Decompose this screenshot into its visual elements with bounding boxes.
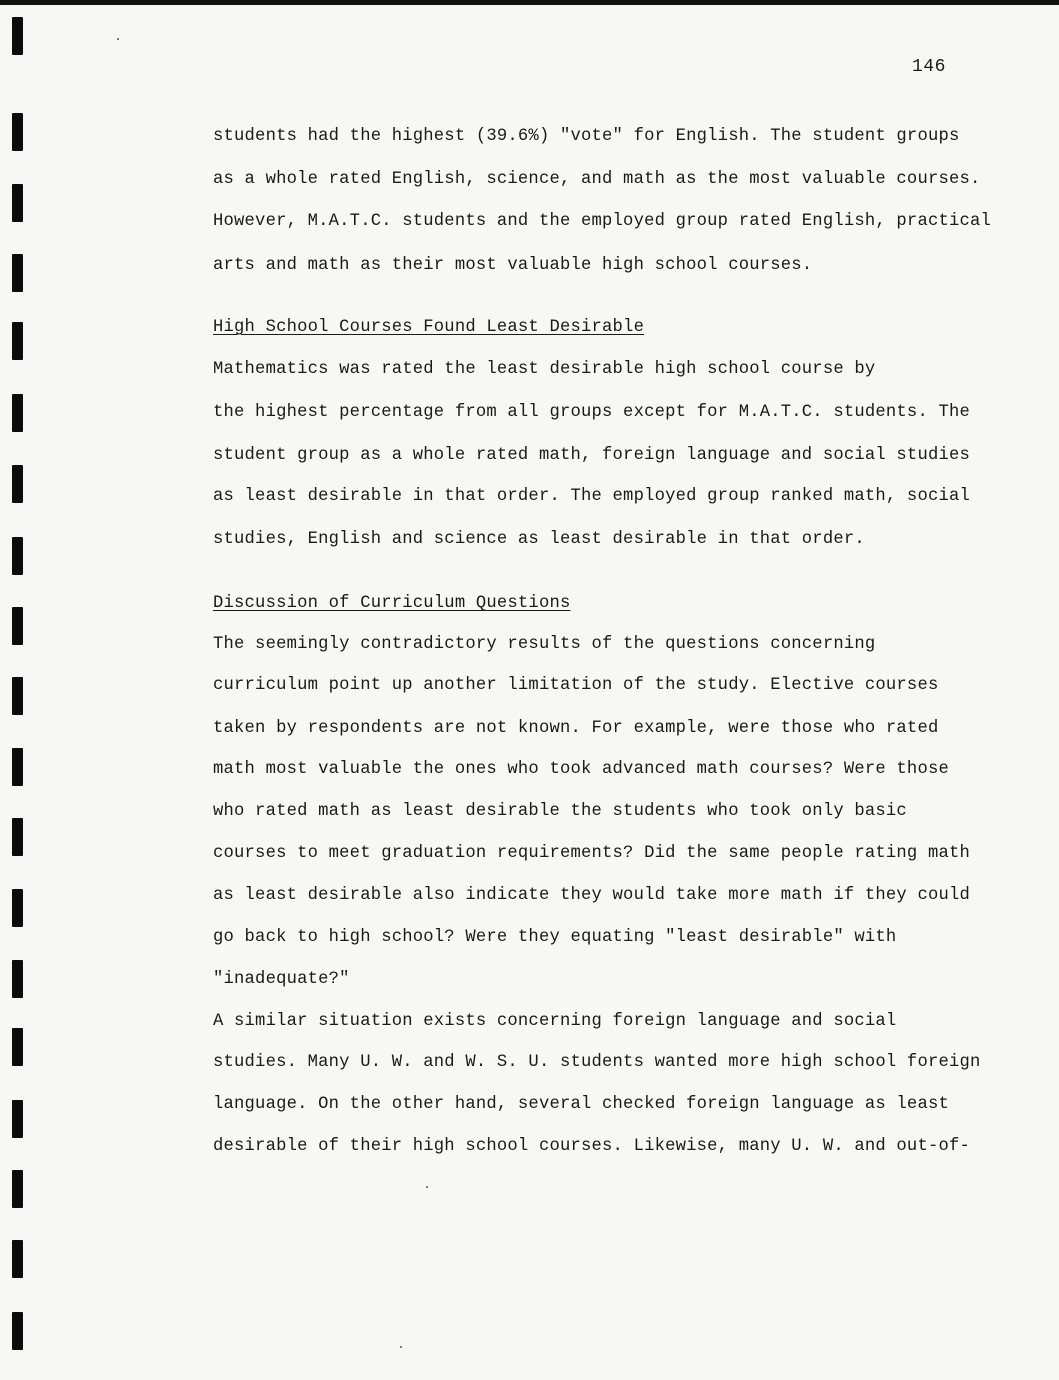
binding-holes	[0, 0, 40, 1380]
scan-speck	[426, 1186, 428, 1188]
binding-hole	[12, 607, 23, 645]
binding-hole	[12, 184, 23, 222]
text-line: A similar situation exists concerning foreign language and social	[213, 1012, 897, 1031]
section-heading-least-desirable: High School Courses Found Least Desirable	[213, 318, 645, 337]
text-line: However, M.A.T.C. students and the employed group rated English, practical	[213, 212, 992, 231]
text-line: The seemingly contradictory results of the questions concerning	[213, 635, 876, 654]
text-line: "inadequate?"	[213, 970, 350, 989]
binding-hole	[12, 1170, 23, 1208]
binding-hole	[12, 537, 23, 575]
binding-hole	[12, 1100, 23, 1138]
binding-hole	[12, 960, 23, 998]
text-line: Mathematics was rated the least desirable high school course by	[213, 360, 876, 379]
text-line: language. On the other hand, several checked foreign language as least	[213, 1095, 949, 1114]
page-number: 146	[912, 57, 946, 77]
binding-hole	[12, 1240, 23, 1278]
binding-hole	[12, 1028, 23, 1066]
text-line: curriculum point up another limitation of the study. Elective courses	[213, 676, 939, 695]
section-heading-discussion: Discussion of Curriculum Questions	[213, 594, 571, 613]
text-line: student group as a whole rated math, foreign language and social studies	[213, 446, 971, 465]
text-line: desirable of their high school courses. Likewise, many U. W. and out-of-	[213, 1137, 971, 1156]
text-line: math most valuable the ones who took advanced math courses? Were those	[213, 760, 949, 779]
text-line: students had the highest (39.6%) "vote" for English. The student groups	[213, 127, 960, 146]
binding-hole	[12, 748, 23, 786]
binding-hole	[12, 17, 23, 55]
text-line: who rated math as least desirable the students who took only basic	[213, 802, 907, 821]
text-line: taken by respondents are not known. For example, were those who rated	[213, 719, 939, 738]
binding-hole	[12, 254, 23, 292]
text-line: arts and math as their most valuable high school courses.	[213, 256, 813, 275]
scan-speck	[117, 38, 119, 40]
scan-speck	[400, 1346, 402, 1348]
scan-top-edge	[0, 0, 1059, 5]
binding-hole	[12, 394, 23, 432]
text-line: the highest percentage from all groups except for M.A.T.C. students. The	[213, 403, 971, 422]
binding-hole	[12, 113, 23, 151]
text-line: as least desirable also indicate they would take more math if they could	[213, 886, 971, 905]
text-line: studies. Many U. W. and W. S. U. students wanted more high school foreign	[213, 1053, 981, 1072]
binding-hole	[12, 677, 23, 715]
text-line: as a whole rated English, science, and math as the most valuable courses.	[213, 170, 981, 189]
binding-hole	[12, 1312, 23, 1350]
text-line: as least desirable in that order. The employed group ranked math, social	[213, 487, 971, 506]
text-line: studies, English and science as least desirable in that order.	[213, 530, 865, 549]
text-line: courses to meet graduation requirements? Did the same people rating math	[213, 844, 971, 863]
binding-hole	[12, 465, 23, 503]
text-line: go back to high school? Were they equating "least desirable" with	[213, 928, 897, 947]
binding-hole	[12, 818, 23, 856]
binding-hole	[12, 322, 23, 360]
binding-hole	[12, 889, 23, 927]
